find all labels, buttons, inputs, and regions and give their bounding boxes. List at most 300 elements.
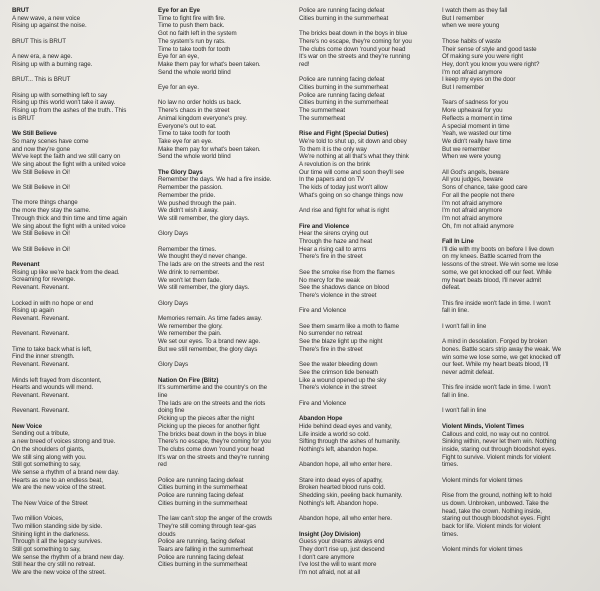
lyric-line: No law no order holds us back.	[158, 99, 242, 107]
lyric-line: This fire inside won't fade in time. I won't	[442, 299, 551, 307]
lyric-stanza	[12, 300, 150, 323]
lyric-line: Police are running facing defeat	[158, 476, 244, 484]
song-section	[158, 7, 296, 76]
lyric-line: Screaming for revenge.	[12, 276, 76, 284]
lyric-stanza	[158, 515, 296, 569]
lyric-line: Cities burning in the summerheat	[299, 84, 389, 91]
lyric-line: There's fire in the street	[299, 345, 363, 353]
lyric-stanza	[299, 76, 435, 122]
song-title: Nation On Fire (Blitz)	[158, 376, 219, 384]
lyric-line: Remember the pride.	[158, 191, 216, 199]
lyric-stanza	[442, 338, 592, 377]
lyric-line: Tears are falling in the summerheat	[158, 546, 253, 554]
lyric-line: Reflects a moment in time	[442, 114, 513, 122]
song-title: The Glory Days	[158, 168, 203, 176]
lyric-line: Still got something to say,	[12, 545, 81, 553]
lyric-line: No mercy for the weak	[299, 276, 360, 284]
lyric-line: Guess your dreams always end	[299, 538, 385, 546]
lyric-line: Violent minds for violent times	[442, 546, 523, 554]
lyric-line: I keep my eyes on the door	[442, 76, 516, 84]
lyric-line: Through it all the legacy survives.	[12, 538, 103, 546]
lyric-stanza	[12, 377, 150, 400]
lyric-line: Minds left frayed from discontent,	[12, 376, 102, 384]
lyric-line: When we were young	[442, 153, 501, 161]
lyric-line: Remember the times.	[158, 245, 217, 253]
lyric-line: Broken hearted blood runs cold.	[299, 484, 386, 492]
lyric-line: Still hear the cry still no retreat.	[12, 561, 96, 569]
lyric-line: lessons of the street. We win some we lose	[442, 261, 559, 269]
lyric-line: Police are running facing defeat	[299, 76, 385, 84]
song-section	[442, 423, 592, 469]
lyric-line: Cities burning in the summerheat	[299, 99, 389, 107]
lyric-line: Shedding skin, peeling back humanity.	[299, 492, 403, 500]
lyric-line: Glory Days	[158, 361, 189, 369]
lyric-line: my heart beats blood, I'll never admit	[442, 276, 542, 284]
lyric-line: the more they stay the same.	[12, 207, 91, 215]
lyric-line: We remember the glory.	[158, 322, 223, 330]
lyric-stanza	[12, 199, 150, 238]
lyric-line: Rising up with a burning rage.	[12, 60, 93, 68]
lyric-line: Tears of sadness for you	[442, 99, 509, 107]
lyric-line: It's summertime and the country's on the	[158, 384, 268, 392]
lyric-line: Send the whole world blind	[158, 153, 231, 161]
lyric-line: There's chaos in the street	[158, 107, 230, 115]
lyric-line: inside, staring out through bloodshot eyes.	[442, 445, 557, 453]
lyrics-column-2	[158, 7, 296, 577]
lyric-line: We sing about the fight with a united voice	[12, 160, 126, 168]
lyric-stanza	[158, 300, 296, 308]
lyric-line: Rising up from the ashes of the truth.. This	[12, 107, 127, 115]
lyric-line: No surrender no retreat	[299, 330, 363, 338]
lyric-line: All you judges, beware	[442, 176, 504, 184]
lyric-line: The bricks beat down in the boys in blue	[299, 30, 408, 38]
lyric-line: Time to push them back.	[158, 22, 225, 30]
song-title: Insight (Joy Division)	[299, 530, 361, 538]
lyric-line: Callous and cold, no way out no control.	[442, 430, 550, 438]
lyric-line: And rise and fight for what is right	[299, 207, 390, 215]
lyric-line: On the shoulders of giants,	[12, 445, 85, 453]
lyric-line: But we remember	[442, 145, 491, 153]
lyric-stanza	[158, 99, 296, 161]
lyric-line: Police are running facing defeat	[158, 553, 244, 561]
lyric-line: Hey, don't you know you were right?	[442, 60, 540, 68]
lyric-stanza	[299, 361, 435, 392]
lyric-line: We've kept the faith and we still carry on	[12, 153, 121, 161]
lyric-line: A special moment in time	[442, 122, 510, 130]
lyric-line: We are the new voice of the street.	[12, 484, 106, 492]
song-title: Fire and Violence	[299, 222, 350, 230]
lyric-line: See the water bleeding down	[299, 361, 378, 369]
lyric-line: red	[158, 461, 167, 469]
lyric-line: times.	[442, 461, 459, 469]
lyric-line: We sense a rhythm of a brand new day.	[12, 468, 119, 476]
lyric-line: never admit defeat.	[442, 368, 495, 376]
lyric-stanza	[299, 461, 435, 469]
lyric-line: line	[158, 392, 168, 400]
lyric-line: We're told to shut up, sit down and obey	[299, 137, 407, 145]
lyric-line: Send the whole world blind	[158, 68, 231, 76]
lyric-line: Glory Days	[158, 230, 189, 238]
song-section	[158, 377, 296, 469]
lyric-line: Nothing's left. Abandon hope.	[299, 499, 379, 507]
lyric-line: staring out though bloodshot eyes. Fight	[442, 515, 551, 523]
lyric-line: Abandon hope, all who enter here.	[299, 515, 392, 523]
lyric-line: Still got something to say,	[12, 461, 81, 469]
lyric-line: I'm not afraid anymore	[442, 199, 503, 207]
lyric-line: There's violence in the street	[299, 384, 377, 392]
lyric-stanza	[158, 477, 296, 508]
lyric-line: Violent minds for violent times	[442, 476, 523, 484]
lyric-line: Life inside a world so cold.	[299, 430, 371, 438]
lyrics-column-3	[299, 7, 435, 584]
lyric-line: We still remember, the glory days.	[158, 284, 250, 292]
lyric-line: There's no escape, they're coming for you	[158, 438, 271, 446]
lyric-line: Police are running, facing defeat	[158, 538, 246, 546]
lyric-line: We Still Believe in Oi!	[12, 184, 70, 192]
lyric-line: Cities burning in the summerheat	[158, 484, 248, 492]
lyric-stanza	[12, 38, 150, 46]
lyric-line: Glory Days	[158, 299, 189, 307]
lyric-line: defeat.	[442, 284, 461, 292]
lyric-line: The more things change	[12, 199, 78, 207]
lyric-line: We are the new voice of the street.	[12, 569, 106, 577]
lyric-line: I've lost the will to want more	[299, 561, 377, 569]
lyrics-column-1	[12, 7, 150, 584]
song-section	[299, 130, 435, 199]
lyric-line: Revenant. Revenant.	[12, 407, 70, 415]
song-title: Revenant	[12, 261, 40, 269]
lyric-line: The system's run by rats.	[158, 37, 226, 45]
lyric-line: Time to take back what is left,	[12, 345, 92, 353]
lyric-line: But we still remember, the glory days	[158, 345, 258, 353]
lyric-line: Cities burning in the summerheat	[158, 499, 248, 507]
lyric-line: We didn't wish it away.	[158, 207, 219, 215]
lyric-line: We Still Believe in Oi!	[12, 168, 70, 176]
lyric-line: Those habits of waste	[442, 37, 502, 45]
lyric-line: Remember the passion.	[158, 184, 223, 192]
lyric-line: To them it is the only way	[299, 145, 367, 153]
song-title: Violent Minds, Violent Times	[442, 422, 525, 430]
song-title: BRUT	[12, 7, 29, 14]
lyric-line: when we were young	[442, 22, 500, 30]
lyric-stanza	[299, 515, 435, 523]
song-title: Fall In Line	[442, 238, 474, 246]
lyric-stanza	[442, 384, 592, 399]
lyric-line: Cities burning in the summerheat	[158, 561, 248, 569]
lyric-stanza	[442, 7, 592, 30]
lyric-line: See the smoke rise from the flames	[299, 268, 395, 276]
lyric-line: The clubs come down 'round your head	[158, 445, 265, 453]
lyric-line: Rising up like we're back from the dead.	[12, 268, 120, 276]
lyric-line: Nothing's left, abandon hope.	[299, 445, 378, 453]
song-title: Rise and Fight (Special Duties)	[299, 130, 389, 138]
lyric-line: I'm not afraid anymore	[442, 207, 503, 215]
lyric-line: some, we get knocked off our feet. While	[442, 268, 552, 276]
song-section	[12, 423, 150, 492]
lyric-line: fall in line.	[442, 307, 469, 315]
lyric-line: a new breed of voices strong and true.	[12, 438, 116, 446]
lyric-line: Hearts as one to an endless beat,	[12, 476, 103, 484]
lyric-line: It's war on the streets and they're running	[299, 53, 410, 61]
lyric-line: Police are running facing defeat	[299, 91, 385, 99]
song-section	[12, 261, 150, 292]
lyric-stanza	[158, 84, 296, 92]
lyric-line: There's violence in the street	[299, 291, 377, 299]
lyric-stanza	[158, 230, 296, 238]
lyric-stanza	[442, 546, 592, 554]
lyric-stanza	[12, 407, 150, 415]
lyric-line: fall in line.	[442, 392, 469, 400]
lyric-line: See the crimson tide beneath	[299, 368, 379, 376]
lyric-line: Time to take tooth for tooth	[158, 45, 231, 53]
lyric-line: We still sing along with you.	[12, 453, 87, 461]
lyric-line: Remember the days. We had a fire inside.	[158, 176, 272, 184]
lyric-line: Hear a rising call to arms	[299, 245, 367, 253]
lyric-line: There's no escape, they're coming for you	[299, 37, 412, 45]
song-section	[158, 169, 296, 223]
lyric-line: Rising up against the noise.	[12, 22, 87, 30]
lyric-line: Two million standing side by side.	[12, 522, 103, 530]
lyric-line: See them swarm like a moth to flame	[299, 322, 400, 330]
lyric-line: They don't rise up, just descend	[299, 545, 385, 553]
lyric-line: Animal kingdom everyone's prey.	[158, 114, 247, 122]
lyric-line: Fire and Violence	[299, 307, 347, 315]
lyric-line: We won't let them fade.	[158, 276, 222, 284]
lyric-line: But I remember	[442, 14, 484, 22]
lyric-line: is BRUT	[12, 114, 35, 122]
lyric-line: I'm not afraid anymore	[442, 68, 503, 76]
lyric-line: The law can't stop the anger of the crowds	[158, 515, 272, 523]
lyric-line: Like a wound opened up the sky	[299, 376, 387, 384]
lyric-line: The New Voice of the Street	[12, 499, 88, 507]
lyric-stanza	[12, 346, 150, 369]
lyric-line: Revenant. Revenant.	[12, 361, 70, 369]
lyric-stanza	[12, 184, 150, 192]
lyric-stanza	[12, 330, 150, 338]
lyric-line: red!	[299, 60, 310, 68]
lyric-line: Memories remain. As time fades away.	[158, 315, 262, 323]
lyric-line: I won't fall in line	[442, 407, 487, 415]
lyric-line: Picking up the pieces for another fight	[158, 422, 260, 430]
lyric-line: This fire inside won't fade in time. I won't	[442, 384, 551, 392]
lyric-line: There's fire in the street	[299, 253, 363, 261]
lyric-stanza	[442, 323, 592, 331]
lyric-line: Revenant. Revenant.	[12, 391, 70, 399]
lyric-line: Rising up with something left to say	[12, 91, 108, 99]
lyric-line: The lads are on the streets and the rest	[158, 261, 265, 269]
lyric-line: and now they're gone	[12, 145, 70, 153]
lyric-line: Through thick and thin time and time again	[12, 214, 127, 222]
lyric-line: Rise from the ground, nothing left to hold	[442, 492, 552, 500]
lyric-line: Our time will come and soon they'll see	[299, 168, 405, 176]
song-section	[299, 415, 435, 454]
lyric-stanza	[299, 269, 435, 300]
lyric-line: Hearts and wounds will mend.	[12, 384, 94, 392]
lyric-line: Yeah, we wasted our time	[442, 130, 512, 138]
lyric-line: Stare into dead eyes of apathy,	[299, 476, 383, 484]
lyric-line: Revenant. Revenant.	[12, 284, 70, 292]
lyric-line: A revolution is on the brink	[299, 161, 371, 169]
lyric-stanza	[442, 407, 592, 415]
lyric-line: See the shadows dance on blood	[299, 284, 390, 292]
lyric-line: Rising up again	[12, 307, 54, 315]
lyric-line: See the blaze light up the night	[299, 338, 383, 346]
lyric-line: Got no faith left in the system	[158, 30, 237, 38]
lyric-line: So many scenes have come	[12, 137, 89, 145]
lyric-line: We remember the pain.	[158, 330, 222, 338]
lyric-line: I'm not afraid anymore	[442, 214, 503, 222]
lyric-line: Picking up the pieces after the night	[158, 415, 255, 423]
lyric-line: More upheaval for you	[442, 107, 503, 115]
lyric-stanza	[158, 246, 296, 292]
lyric-stanza	[299, 323, 435, 354]
lyric-line: The bricks beat down in the boys in blue	[158, 430, 267, 438]
lyric-line: Fight to survive. Violent minds for violent	[442, 453, 551, 461]
lyric-stanza	[12, 92, 150, 123]
lyric-line: Police are running facing defeat	[299, 7, 385, 14]
lyric-stanza	[442, 477, 592, 485]
lyric-line: A mind in desolation. Forged by broken	[442, 338, 548, 346]
lyric-line: our feet. While my heart beats blood, I'll	[442, 361, 549, 369]
lyric-line: Make them pay for what's been taken.	[158, 60, 261, 68]
lyric-stanza	[299, 477, 435, 508]
lyric-line: The summerheat	[299, 107, 346, 115]
lyric-line: I'm not afraid, not at all	[299, 569, 361, 577]
lyric-line: The lads are on the streets and the riots	[158, 399, 266, 407]
lyric-stanza	[299, 400, 435, 408]
lyric-line: We drink to remember.	[158, 268, 220, 276]
lyrics-column-4	[442, 7, 592, 561]
lyric-line: Time to fight fire with fire.	[158, 14, 226, 22]
song-section	[442, 238, 592, 292]
lyric-line: A new era, a new age.	[12, 53, 73, 61]
lyric-line: We sense the rhythm of a brand new day.	[12, 553, 125, 561]
lyric-line: We thought they'd never change.	[158, 253, 247, 261]
lyric-stanza	[299, 30, 435, 69]
lyric-line: Hide behind dead eyes and vanity,	[299, 422, 392, 430]
lyric-line: Revenant. Revenant.	[12, 314, 70, 322]
lyric-line: Locked in with no hope or end	[12, 299, 94, 307]
lyric-stanza	[442, 492, 592, 538]
lyric-line: We set our eyes. To a brand new age.	[158, 338, 261, 346]
lyric-line: We sing about the fight with a united voice	[12, 222, 126, 230]
lyric-line: The clubs come down 'round your head	[299, 45, 406, 53]
lyric-line: times.	[442, 530, 459, 538]
lyric-line: Their sense of style and good taste	[442, 45, 537, 53]
lyric-stanza	[12, 76, 150, 84]
lyric-stanza	[158, 315, 296, 354]
lyric-line: us down. Unbroken, unbowed. Take the	[442, 499, 549, 507]
lyric-line: Find the inner strength.	[12, 353, 75, 361]
lyric-line: They're still coming through tear-gas	[158, 522, 257, 530]
song-section	[299, 531, 435, 577]
song-section	[12, 130, 150, 176]
lyric-line: Make them pay for what's been taken.	[158, 145, 261, 153]
lyric-line: clouds	[158, 530, 176, 538]
lyric-line: Eye for an eye,	[158, 53, 199, 61]
lyric-line: Fire and Violence	[299, 399, 347, 407]
song-title: New Voice	[12, 422, 43, 430]
song-title: We Still Believe	[12, 130, 57, 138]
lyric-line: We didn't really have time	[442, 137, 512, 145]
lyric-line: Police are running facing defeat	[158, 492, 244, 500]
lyric-line: Sifting through the ashes of humanity.	[299, 438, 401, 446]
lyric-line: Eye for an eye.	[158, 84, 199, 92]
lyric-stanza	[442, 38, 592, 92]
lyric-line: Time to take tooth for tooth	[158, 130, 231, 138]
lyric-line: We're nothing at all that's what they think	[299, 153, 409, 161]
lyric-line: Shining light in the darkness.	[12, 530, 90, 538]
lyric-line: The kids of today just won't allow	[299, 184, 388, 192]
lyric-stanza	[12, 500, 150, 508]
lyric-line: Revenant. Revenant.	[12, 330, 70, 338]
lyric-line: Cities burning in the summerheat	[299, 14, 389, 22]
lyric-line: Of making sure you were right	[442, 53, 524, 61]
lyric-line: The summerheat	[299, 114, 346, 122]
lyric-line: on my knees. Battle scarred from the	[442, 253, 542, 261]
lyric-stanza	[12, 246, 150, 254]
lyric-line: Sons of chance, take good care	[442, 184, 528, 192]
lyric-line: We pushed through the pain.	[158, 199, 236, 207]
lyric-line: For all the people not there	[442, 191, 515, 199]
lyric-line: It's war on the streets and they're running	[158, 453, 269, 461]
lyric-stanza	[299, 207, 435, 215]
song-section	[12, 7, 150, 30]
song-title: Eye for an Eye	[158, 7, 200, 14]
lyric-line: back for life. Violent minds for violent	[442, 522, 541, 530]
lyric-stanza	[158, 361, 296, 369]
lyric-line: Abandon hope, all who enter here.	[299, 461, 392, 469]
lyric-stanza	[12, 515, 150, 577]
lyric-stanza	[299, 307, 435, 315]
lyric-line: What's going on so change things now	[299, 191, 403, 199]
song-section	[299, 223, 435, 262]
lyric-line: BRUT... This is BRUT	[12, 76, 71, 84]
lyric-line: I won't fall in line	[442, 322, 487, 330]
lyric-line: I watch them as they fall	[442, 7, 508, 14]
lyric-line: But I remember	[442, 84, 484, 92]
lyric-line: I don't care anymore	[299, 553, 355, 561]
song-title: Abandon Hope	[299, 415, 343, 423]
lyric-line: Oh, I'm not afraid anymore	[442, 222, 514, 230]
lyric-line: head, take the crown. Nothing inside,	[442, 507, 542, 515]
lyric-stanza	[442, 169, 592, 231]
lyric-line: We still remember, the glory days.	[158, 214, 250, 222]
lyric-line: Sinking within, never let them win. Nothing	[442, 438, 557, 446]
lyric-line: Everyone's out to eat.	[158, 122, 217, 130]
lyric-stanza	[442, 300, 592, 315]
lyric-line: Through the haze and heat	[299, 238, 373, 246]
lyric-line: We Still Believe in Oi!	[12, 230, 70, 238]
lyric-line: BRUT This is BRUT	[12, 37, 66, 45]
lyric-line: doing fine	[158, 407, 185, 415]
lyric-line: Sending out a tribute,	[12, 430, 70, 438]
lyric-line: Rising up this world won't take it away.	[12, 99, 116, 107]
lyric-stanza	[12, 53, 150, 68]
lyric-line: In the papers and on TV	[299, 176, 365, 184]
lyric-line: We Still Believe in Oi!	[12, 245, 70, 253]
lyric-line: win some we lose some, we get knocked off	[442, 353, 561, 361]
lyric-line: A new wave, a new voice	[12, 14, 80, 22]
lyric-line: Hear the sirens crying out	[299, 230, 369, 238]
lyric-line: Take eye for an eye.	[158, 137, 213, 145]
lyric-stanza	[442, 99, 592, 161]
lyric-line: All God's angels, beware	[442, 168, 510, 176]
lyric-line: Two million Voices,	[12, 515, 64, 523]
lyric-line: bones. Battle scars strip away the weak. We	[442, 345, 562, 353]
lyric-line: I'll die with my boots on before I live down	[442, 245, 554, 253]
lyric-stanza	[299, 7, 435, 22]
